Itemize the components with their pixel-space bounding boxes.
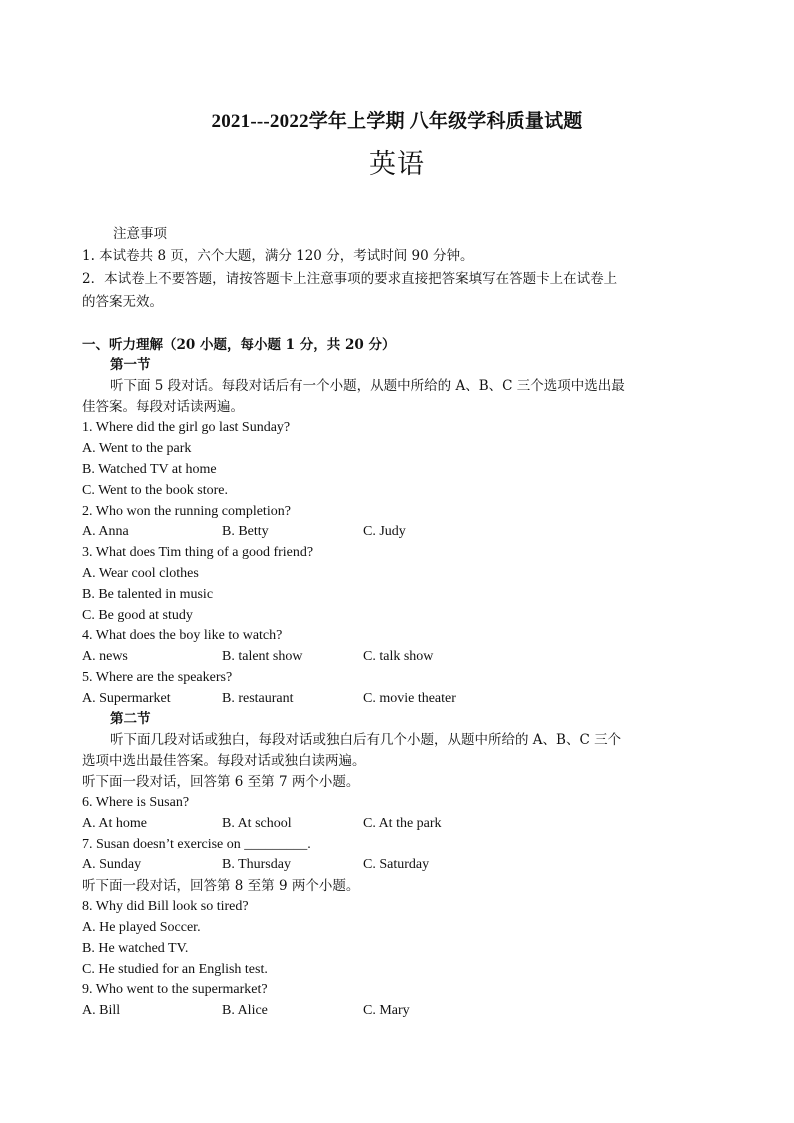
question-5-stem: 5. Where are the speakers?: [82, 670, 233, 685]
part-2-instruction-line-1: 听下面几段对话或独白，每段对话或独白后有几个小题，从题中所给的 A、B、C 三个: [110, 732, 622, 748]
notice-item-2-line-1: 2．本试卷上不要答题，请按答题卡上注意事项的要求直接把答案填写在答题卡上在试卷上: [82, 271, 618, 287]
question-4-option-a: A. news: [82, 649, 128, 664]
question-6-stem: 6. Where is Susan?: [82, 795, 190, 810]
question-1-option-b: B. Watched TV at home: [82, 462, 217, 477]
question-6-option-a: A. At home: [82, 816, 147, 831]
question-9-option-c: C. Mary: [363, 1003, 410, 1018]
question-2-option-b: B. Betty: [222, 524, 269, 539]
section-1-heading: 一、听力理解（20 小题，每小题 1 分，共 20 分）: [82, 337, 396, 353]
part-1-instruction-line-1: 听下面 5 段对话。每段对话后有一个小题，从题中所给的 A、B、C 三个选项中选出最: [110, 378, 625, 394]
question-8-option-c: C. He studied for an English test.: [82, 962, 268, 977]
question-1-option-a: A. Went to the park: [82, 441, 192, 456]
notice-item-2-line-2: 的答案无效。: [82, 294, 163, 310]
question-3-option-a: A. Wear cool clothes: [82, 566, 199, 581]
lead-questions-8-9: 听下面一段对话，回答第 8 至第 9 两个小题。: [82, 878, 360, 894]
question-7-option-b: B. Thursday: [222, 857, 291, 872]
question-2-stem: 2. Who won the running completion?: [82, 504, 291, 519]
question-9-stem: 9. Who went to the supermarket?: [82, 982, 268, 997]
question-9-option-b: B. Alice: [222, 1003, 268, 1018]
question-1-stem: 1. Where did the girl go last Sunday?: [82, 420, 291, 435]
notice-item-1: 1. 本试卷共 8 页，六个大题，满分 120 分，考试时间 90 分钟。: [82, 248, 474, 264]
question-5-option-b: B. restaurant: [222, 691, 294, 706]
question-8-stem: 8. Why did Bill look so tired?: [82, 899, 249, 914]
question-5-option-a: A. Supermarket: [82, 691, 171, 706]
question-3-stem: 3. What does Tim thing of a good friend?: [82, 545, 314, 560]
subject-title: 英语: [369, 149, 425, 180]
question-4-option-b: B. talent show: [222, 649, 303, 664]
question-8-option-b: B. He watched TV.: [82, 941, 189, 956]
question-2-option-c: C. Judy: [363, 524, 406, 539]
part-1-heading: 第一节: [110, 357, 151, 373]
question-4-stem: 4. What does the boy like to watch?: [82, 628, 283, 643]
notice-heading: 注意事项: [113, 226, 167, 242]
part-1-instruction-line-2: 佳答案。每段对话读两遍。: [82, 399, 244, 415]
question-2-option-a: A. Anna: [82, 524, 129, 539]
exam-title: 2021---2022学年上学期 八年级学科质量试题: [211, 111, 583, 132]
question-3-option-c: C. Be good at study: [82, 608, 193, 623]
question-7-stem: 7. Susan doesn’t exercise on _________.: [82, 837, 311, 852]
question-7-option-a: A. Sunday: [82, 857, 142, 872]
question-6-option-c: C. At the park: [363, 816, 442, 831]
question-5-option-c: C. movie theater: [363, 691, 456, 706]
part-2-instruction-line-2: 选项中选出最佳答案。每段对话或独白读两遍。: [82, 753, 366, 769]
question-9-option-a: A. Bill: [82, 1003, 121, 1018]
question-3-option-b: B. Be talented in music: [82, 587, 214, 602]
question-8-option-a: A. He played Soccer.: [82, 920, 201, 935]
lead-questions-6-7: 听下面一段对话，回答第 6 至第 7 两个小题。: [82, 774, 360, 790]
question-7-option-c: C. Saturday: [363, 857, 430, 872]
question-1-option-c: C. Went to the book store.: [82, 483, 228, 498]
part-2-heading: 第二节: [110, 711, 151, 727]
question-6-option-b: B. At school: [222, 816, 292, 831]
question-4-option-c: C. talk show: [363, 649, 434, 664]
